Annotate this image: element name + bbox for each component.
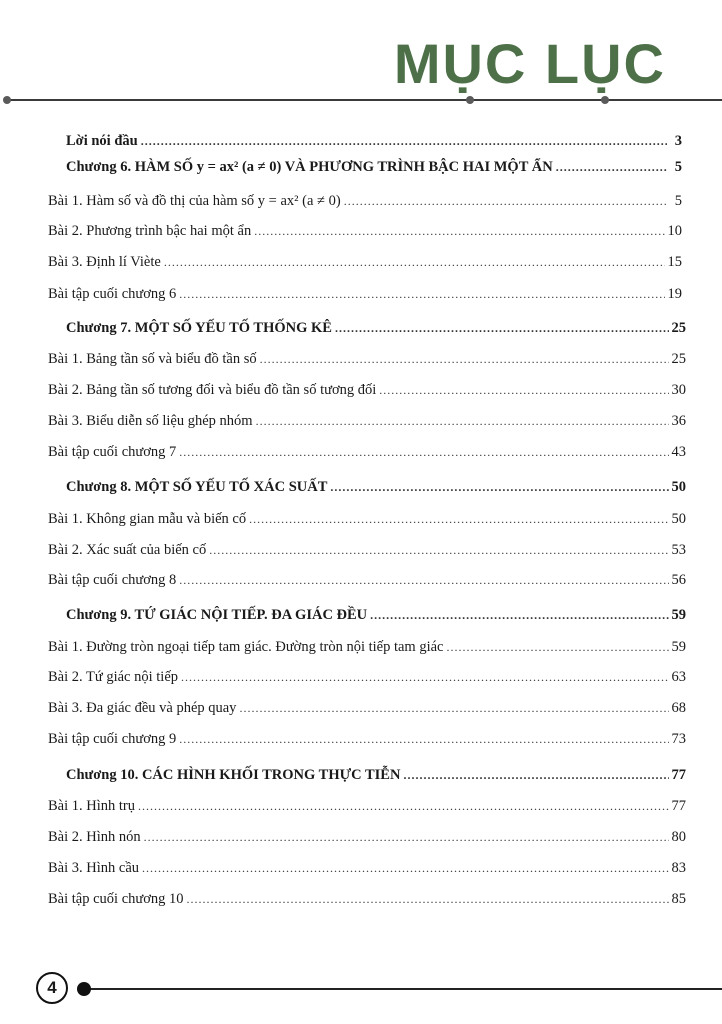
toc-entry-label: Bài 1. Hình trụ (48, 798, 135, 814)
toc-entry-label: Lời nói đầu (66, 133, 138, 149)
toc-lesson-row (48, 192, 682, 210)
toc-entry-label: Bài tập cuối chương 8 (48, 572, 177, 588)
toc-lesson-row (48, 699, 686, 717)
toc-entry-page: 50 (671, 479, 686, 495)
dot-leader (144, 828, 669, 846)
toc-entry-page: 85 (671, 891, 686, 907)
dot-leader (260, 350, 669, 368)
dot-leader (179, 571, 668, 589)
toc-entry-label: Chương 10. CÁC HÌNH KHỐI TRONG THỰC TIỄN (66, 767, 401, 783)
dot-leader (179, 730, 668, 748)
toc-entry-label: Bài 1. Hàm số và đồ thị của hàm số y = ax² (a ≠ 0) (48, 193, 341, 209)
toc-entry-label: Bài 2. Hình nón (48, 829, 141, 845)
toc-lesson-row (48, 797, 686, 815)
toc-entry-page: 80 (671, 829, 686, 845)
dot-leader (142, 859, 668, 877)
toc-entry-page: 5 (674, 193, 682, 209)
dot-leader (209, 541, 668, 559)
toc-entry-label: Bài 3. Định lí Viète (48, 254, 161, 270)
toc-entry-label: Chương 9. TỨ GIÁC NỘI TIẾP. ĐA GIÁC ĐỀU (66, 607, 368, 623)
toc-entry-page: 73 (671, 731, 686, 747)
toc-lesson-row (48, 541, 686, 559)
toc-entry-page: 15 (667, 254, 682, 270)
toc-lesson-row (48, 890, 686, 908)
toc-chapter-row (66, 319, 686, 337)
toc-entry-label: Bài tập cuối chương 10 (48, 891, 184, 907)
toc-entry-label: Bài 2. Bảng tần số tương đối và biểu đồ tần số tương đối (48, 382, 377, 398)
toc-entry-page: 50 (671, 511, 686, 527)
toc-lesson-row (48, 668, 686, 686)
footer-dot (77, 982, 91, 996)
toc-entry-label: Bài 2. Phương trình bậc hai một ẩn (48, 223, 252, 239)
toc-entry-page: 10 (667, 223, 682, 239)
toc-entry-label: Chương 6. HÀM SỐ y = ax² (a ≠ 0) VÀ PHƯƠNG TRÌNH BẬC HAI MỘT ẨN (66, 159, 553, 175)
page-title: MỤC LỤC (393, 32, 666, 95)
dot-leader (330, 478, 668, 496)
toc-lesson-row (48, 730, 686, 748)
dot-leader (370, 606, 668, 624)
dot-leader (254, 222, 664, 240)
dot-leader (239, 699, 668, 717)
toc-entry-page: 77 (671, 767, 686, 783)
toc-lesson-row (48, 381, 686, 399)
toc-entry-page: 30 (671, 382, 686, 398)
toc-entry-page: 68 (671, 700, 686, 716)
toc-lesson-row (48, 253, 682, 271)
toc-entry-page: 43 (671, 444, 686, 460)
toc-chapter-row (66, 766, 686, 784)
dot-leader (379, 381, 668, 399)
toc-chapter-row (66, 606, 686, 624)
dot-leader (335, 319, 669, 337)
toc-entry-label: Bài 2. Tứ giác nội tiếp (48, 669, 179, 685)
toc-entry-page: 25 (671, 320, 686, 336)
page-number: 4 (36, 972, 68, 1004)
toc-lesson-row (48, 828, 686, 846)
toc-chapter-row (66, 158, 682, 176)
toc-entry-label: Chương 8. MỘT SỐ YẾU TỐ XÁC SUẤT (66, 479, 328, 495)
dot-leader (556, 158, 667, 176)
toc-entry-label: Bài 1. Đường tròn ngoại tiếp tam giác. Đường tròn nội tiếp tam giác (48, 639, 444, 655)
toc-chapter-row (66, 132, 682, 150)
dot-leader (403, 766, 668, 784)
toc-lesson-row (48, 350, 686, 368)
toc-lesson-row (48, 222, 682, 240)
toc-chapter-row (66, 478, 686, 496)
toc-entry-page: 53 (671, 542, 686, 558)
toc-lesson-row (48, 571, 686, 589)
toc-entry-label: Bài 2. Xác suất của biến cố (48, 542, 207, 558)
toc-lesson-row (48, 443, 686, 461)
footer-divider (85, 988, 722, 990)
toc-entry-page: 77 (671, 798, 686, 814)
toc-entry-label: Bài tập cuối chương 9 (48, 731, 177, 747)
toc-entry-page: 56 (671, 572, 686, 588)
dot-leader (141, 132, 667, 150)
dot-leader (179, 285, 664, 303)
dot-leader (187, 890, 669, 908)
toc-entry-page: 25 (671, 351, 686, 367)
toc-entry-page: 63 (671, 669, 686, 685)
toc-lesson-row (48, 510, 686, 528)
dot-leader (256, 412, 669, 430)
dot-leader (179, 443, 668, 461)
toc-entry-label: Bài tập cuối chương 7 (48, 444, 177, 460)
toc-entry-page: 59 (671, 639, 686, 655)
toc-entry-page: 59 (671, 607, 686, 623)
toc-entry-page: 83 (671, 860, 686, 876)
toc-lesson-row (48, 412, 686, 430)
dot-leader (181, 668, 668, 686)
toc-entry-label: Bài 1. Bảng tần số và biểu đồ tần số (48, 351, 257, 367)
dot-leader (138, 797, 669, 815)
toc-entry-label: Bài 1. Không gian mẫu và biến cố (48, 511, 247, 527)
dot-leader (344, 192, 667, 210)
toc-entry-page: 19 (667, 286, 682, 302)
dot-leader (249, 510, 668, 528)
toc-entry-page: 3 (674, 133, 682, 149)
dot-leader (447, 638, 669, 656)
toc-lesson-row (48, 859, 686, 877)
toc-entry-page: 5 (674, 159, 682, 175)
toc-entry-label: Bài tập cuối chương 6 (48, 286, 177, 302)
toc-lesson-row (48, 638, 686, 656)
toc-entry-label: Bài 3. Biểu diễn số liệu ghép nhóm (48, 413, 253, 429)
toc-entry-page: 36 (671, 413, 686, 429)
toc-entry-label: Chương 7. MỘT SỐ YẾU TỐ THỐNG KÊ (66, 320, 332, 336)
toc-entry-label: Bài 3. Hình cầu (48, 860, 140, 876)
toc-entry-label: Bài 3. Đa giác đều và phép quay (48, 700, 237, 716)
dot-leader (164, 253, 665, 271)
toc-lesson-row (48, 285, 682, 303)
